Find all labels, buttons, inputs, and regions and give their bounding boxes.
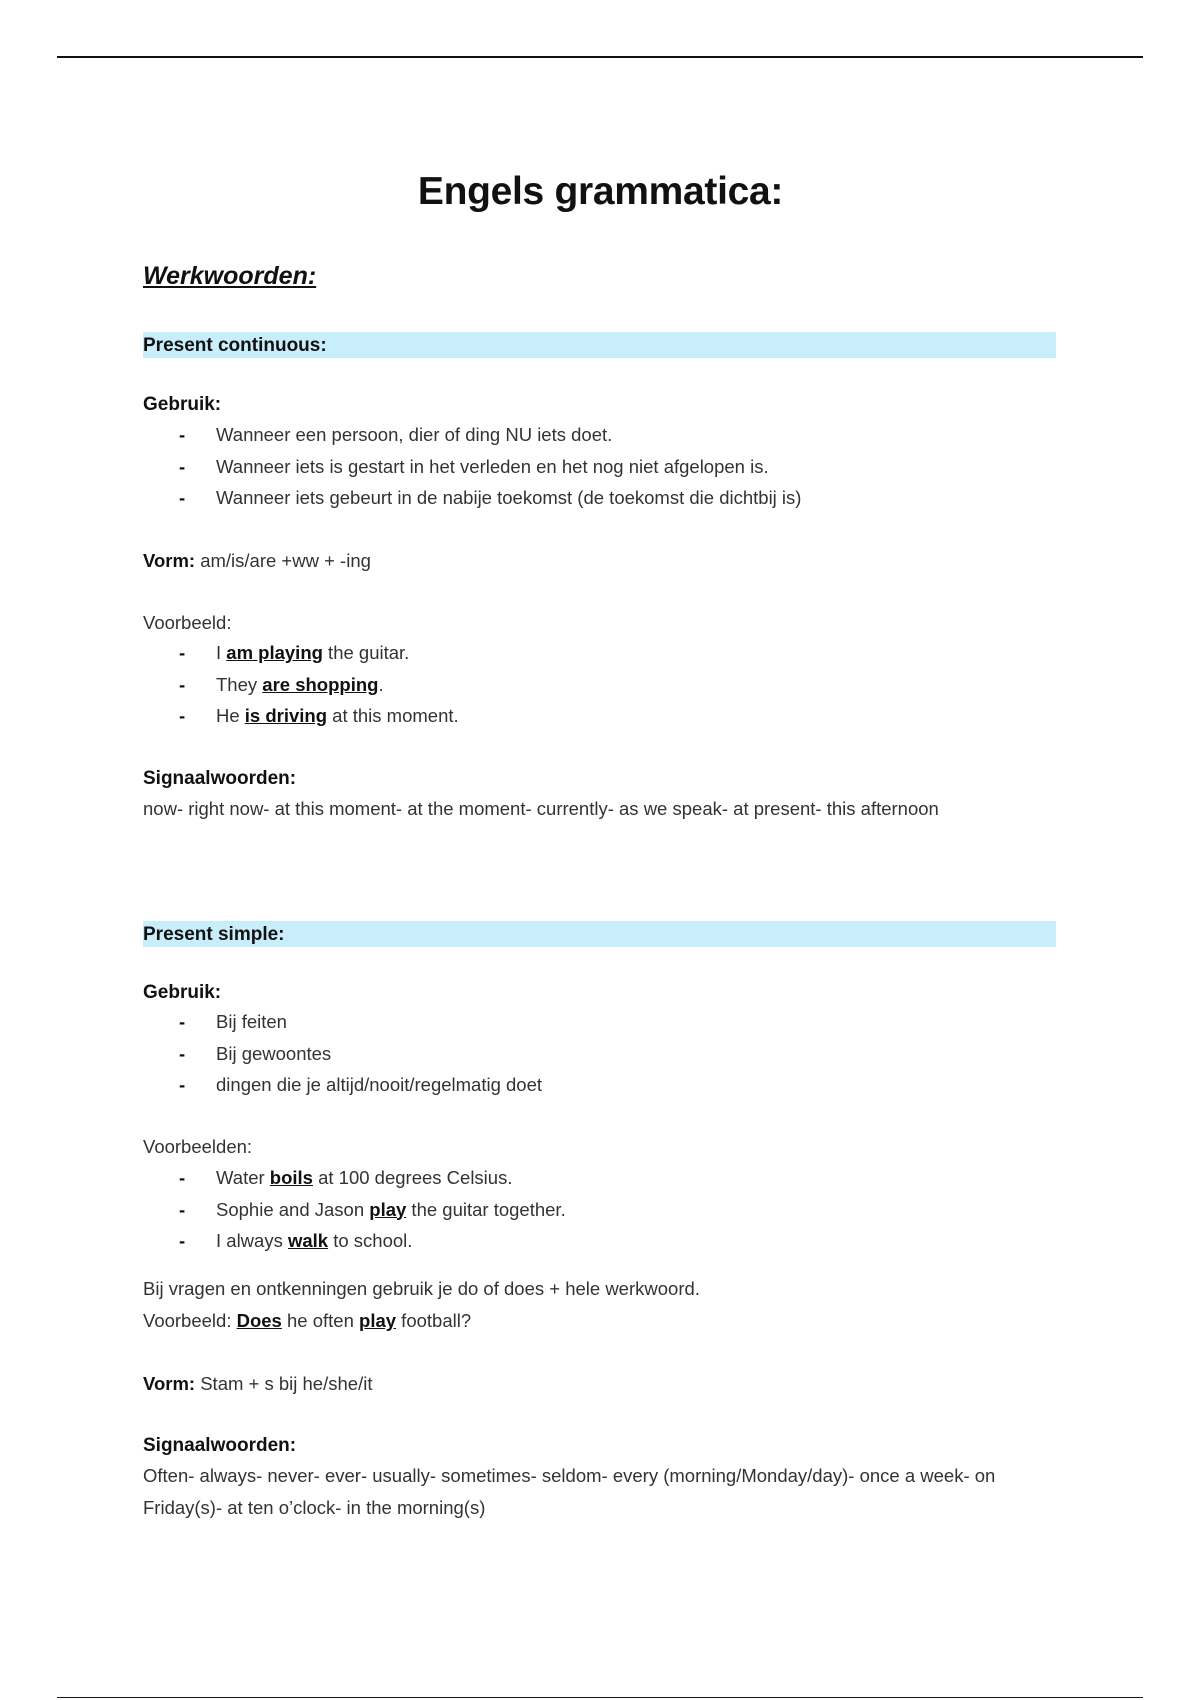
bullet-dash: -	[179, 455, 186, 477]
pc-voorbeeld-label: Voorbeeld:	[143, 612, 232, 633]
ps-signaalwoorden: Often- always- never- ever- usually- sometimes- seldom- every (morning/Monday/day)- once a week- on Friday(s)- at ten o’clock- in the morning(s)	[143, 1465, 996, 1518]
pc-voorbeeld-list	[143, 642, 1058, 737]
ps-vragen-voorbeeld: Voorbeeld: Does he often play football?	[143, 1310, 472, 1331]
bullet-dash: -	[179, 1167, 186, 1188]
bullet-dash: -	[179, 424, 186, 445]
list-item: - Bij feiten	[179, 1011, 287, 1032]
pc-vorm: Vorm: am/is/are +ww + -ing	[143, 550, 371, 571]
list-item: - Sophie and Jason play the guitar together.	[179, 1198, 566, 1220]
heading-present-continuous: Present continuous:	[143, 332, 1056, 358]
list-item: - Wanneer iets gebeurt in de nabije toekomst (de toekomst die dichtbij is)	[179, 487, 802, 508]
bullet-dash: -	[179, 1230, 186, 1251]
bullet-dash: -	[179, 1011, 186, 1032]
list-item: - They are shopping.	[179, 673, 384, 695]
pc-signaal-label: Signaalwoorden:	[143, 768, 297, 789]
bullet-dash: -	[179, 1074, 186, 1095]
list-item: - I am playing the guitar.	[179, 642, 410, 663]
list-item: - Wanneer iets is gestart in het verleden en het nog niet afgelopen is.	[179, 455, 769, 477]
bullet-dash: -	[179, 1042, 186, 1064]
bullet-dash: -	[179, 1198, 186, 1220]
page-title: Engels grammatica:	[417, 170, 784, 213]
ps-vragen-note: Bij vragen en ontkenningen gebruik je do of does + hele werkwoord.	[143, 1278, 700, 1299]
heading-present-simple: Present simple:	[143, 921, 1056, 947]
ps-gebruik-label: Gebruik:	[143, 982, 222, 1003]
bullet-dash: -	[179, 673, 186, 695]
ps-gebruik-list	[143, 1011, 1058, 1106]
pc-gebruik-list	[143, 424, 1058, 519]
bullet-dash: -	[179, 642, 186, 663]
top-rule	[57, 56, 1143, 58]
ps-signaal-label: Signaalwoorden:	[143, 1435, 297, 1456]
list-item: - Water boils at 100 degrees Celsius.	[179, 1167, 513, 1188]
pc-signaalwoorden: now- right now- at this moment- at the moment- currently- as we speak- at present- this afternoon	[143, 798, 939, 819]
bullet-dash: -	[179, 705, 186, 726]
bottom-rule	[57, 1697, 1143, 1698]
list-item: - Wanneer een persoon, dier of ding NU iets doet.	[179, 424, 613, 445]
ps-voorbeelden-list	[143, 1167, 1058, 1262]
list-item: - Bij gewoontes	[179, 1042, 332, 1064]
list-item: - He is driving at this moment.	[179, 705, 459, 726]
list-item: - I always walk to school.	[179, 1230, 413, 1251]
ps-vorm: Vorm: Stam + s bij he/she/it	[143, 1373, 373, 1394]
section-heading: Werkwoorden:	[143, 262, 317, 290]
ps-voorbeelden-label: Voorbeelden:	[143, 1136, 253, 1157]
pc-gebruik-label: Gebruik:	[143, 394, 222, 415]
bullet-dash: -	[179, 487, 186, 508]
list-item: - dingen die je altijd/nooit/regelmatig doet	[179, 1074, 543, 1095]
